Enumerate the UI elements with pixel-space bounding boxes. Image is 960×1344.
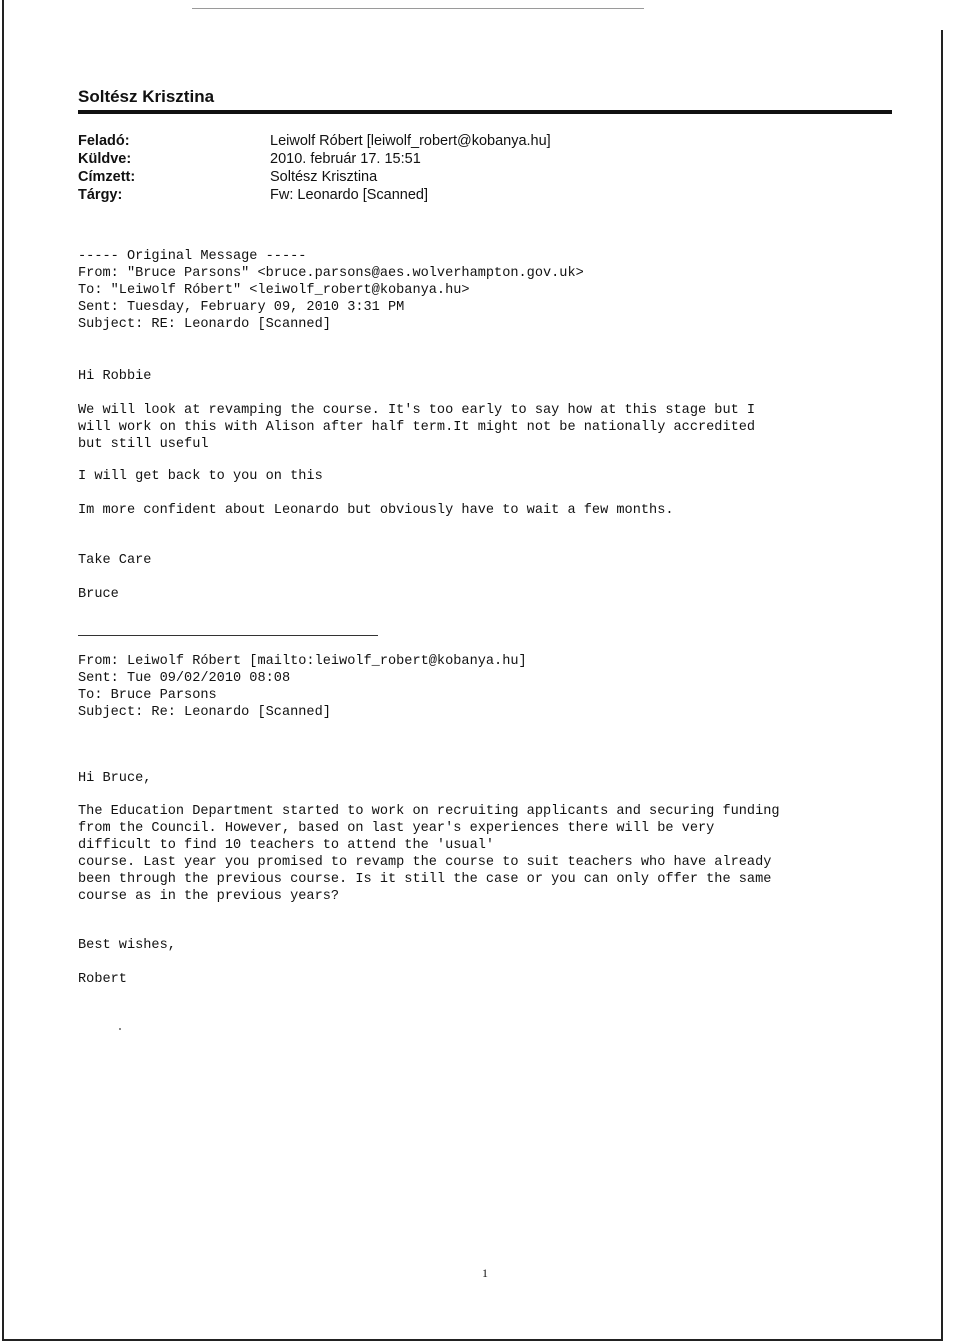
header-value-to: Soltész Krisztina — [270, 169, 378, 185]
quoted-to: To: Bruce Parsons — [78, 688, 217, 703]
original-from: From: "Bruce Parsons" <bruce.parsons@aes.wolverhampton.gov.uk> — [78, 266, 584, 281]
quoted-line: been through the previous course. Is it still the case or you can only offer the same — [78, 872, 772, 887]
header-row-from — [78, 132, 898, 150]
quoted-subject: Subject: Re: Leonardo [Scanned] — [78, 705, 331, 720]
quoted-from: From: Leiwolf Róbert [mailto:leiwolf_robert@kobanya.hu] — [78, 654, 527, 669]
quoted-sent: Sent: Tue 09/02/2010 08:08 — [78, 671, 291, 686]
header-row-sent — [78, 150, 898, 168]
quoted-signature: Robert — [78, 972, 127, 987]
quoted-closing: Best wishes, — [78, 938, 176, 953]
reply-paragraph-3: Im more confident about Leonardo but obviously have to wait a few months. — [78, 503, 674, 518]
original-message-divider: ----- Original Message ----- — [78, 249, 307, 264]
header-label-sent: Küldve: — [78, 151, 132, 167]
header-row-to — [78, 168, 898, 186]
mailbox-owner-title: Soltész Krisztina — [78, 87, 215, 106]
header-row-subject — [78, 186, 898, 204]
quoted-line: difficult to find 10 teachers to attend the 'usual' — [78, 838, 495, 853]
reply-signature: Bruce — [78, 587, 119, 602]
email-header — [78, 132, 898, 204]
header-label-subject: Tárgy: — [78, 187, 123, 203]
header-label-to: Címzett: — [78, 169, 136, 185]
reply-greeting: Hi Robbie — [78, 369, 152, 384]
reply-line: will work on this with Alison after half term.It might not be nationally accredited — [78, 420, 756, 435]
quoted-line: from the Council. However, based on last year's experiences there will be very — [78, 821, 715, 836]
header-value-from: Leiwolf Róbert [leiwolf_robert@kobanya.hu] — [270, 133, 551, 149]
scan-speck — [119, 1028, 121, 1030]
reply-line: We will look at revamping the course. It's too early to say how at this stage but I — [78, 403, 756, 418]
original-message-header — [78, 248, 584, 333]
header-value-subject: Fw: Leonardo [Scanned] — [270, 187, 428, 203]
scan-left-border — [2, 0, 4, 1340]
title-rule — [78, 110, 892, 114]
original-subject: Subject: RE: Leonardo [Scanned] — [78, 317, 331, 332]
quoted-message-header — [78, 653, 527, 721]
quoted-line: course. Last year you promised to revamp the course to suit teachers who have already — [78, 855, 772, 870]
email-printout — [78, 86, 898, 204]
original-to: To: "Leiwolf Róbert" <leiwolf_robert@kobanya.hu> — [78, 283, 470, 298]
scan-right-border — [941, 30, 943, 1341]
reply-paragraph-1 — [78, 402, 755, 453]
header-label-from: Feladó: — [78, 133, 130, 149]
quoted-greeting: Hi Bruce, — [78, 771, 152, 786]
original-sent: Sent: Tuesday, February 09, 2010 3:31 PM — [78, 300, 405, 315]
reply-line: but still useful — [78, 437, 209, 452]
reply-paragraph-2: I will get back to you on this — [78, 469, 323, 484]
scan-top-line — [192, 8, 644, 9]
quote-separator — [78, 635, 378, 636]
quoted-line: The Education Department started to work on recruiting applicants and securing funding — [78, 804, 780, 819]
quoted-paragraph — [78, 803, 780, 905]
scan-bottom-border — [2, 1339, 942, 1341]
reply-closing: Take Care — [78, 553, 152, 568]
page-number: 1 — [482, 1266, 488, 1280]
quoted-line: course as in the previous years? — [78, 889, 340, 904]
header-value-sent: 2010. február 17. 15:51 — [270, 151, 421, 167]
